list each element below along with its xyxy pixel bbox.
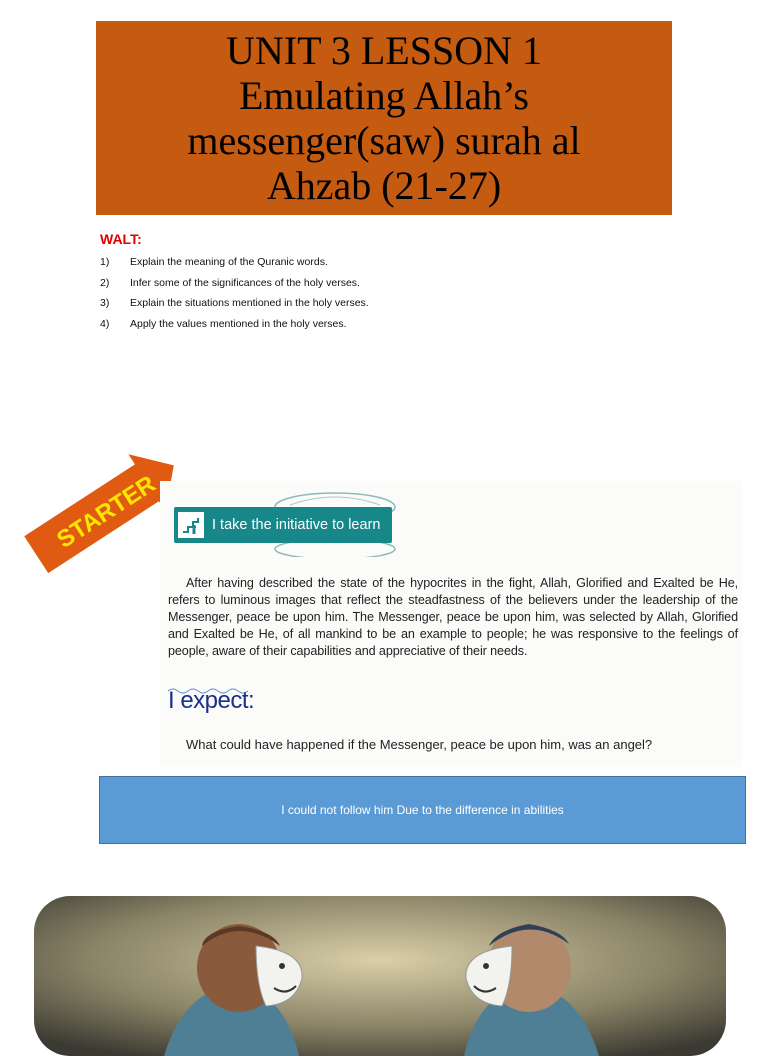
textbook-paragraph: After having described the state of the hypocrites in the fight, Allah, Glorified and Exalted be He, refers to luminous images that reflect the steadfastness of the believers under the leadership of the Messenger, peace be upon him. The Messenger, peace be upon him, was selected by Allah, Glorified and Exalted be He, of all mankind to be an example to people; he was responsive to the feelings of people, aware of their capabilities and appreciative of their needs. xyxy=(168,576,738,658)
answer-text: I could not follow him Due to the difference in abilities xyxy=(281,803,564,817)
banner-label: I take the initiative to learn xyxy=(212,517,381,533)
expect-heading: I expect: xyxy=(168,687,255,714)
stairs-icon xyxy=(178,512,204,538)
walt-item-number: 3) xyxy=(100,297,110,309)
title-line-2: Emulating Allah’s xyxy=(239,73,529,118)
walt-item-text: Explain the situations mentioned in the holy verses. xyxy=(130,297,369,309)
two-masked-men-image xyxy=(34,896,726,1056)
walt-item-text: Infer some of the significances of the holy verses. xyxy=(130,276,360,289)
walt-item-number: 4) xyxy=(100,317,110,330)
walt-item xyxy=(100,256,369,277)
answer-box xyxy=(99,776,746,844)
expect-question: What could have happened if the Messenger, peace be upon him, was an angel? xyxy=(186,737,653,752)
learn-banner xyxy=(174,507,392,543)
textbook-excerpt xyxy=(160,481,742,767)
walt-item-text: Apply the values mentioned in the holy verses. xyxy=(130,317,347,330)
walt-item xyxy=(100,277,369,298)
title-line-1: UNIT 3 LESSON 1 xyxy=(226,28,542,73)
lesson-title xyxy=(96,21,672,215)
walt-objectives-list xyxy=(100,256,369,338)
walt-item-number: 1) xyxy=(100,256,110,268)
starter-label: STARTER xyxy=(52,470,161,554)
walt-item xyxy=(100,318,369,339)
title-line-4: Ahzab (21-27) xyxy=(266,163,502,208)
title-line-3: messenger(saw) surah al xyxy=(187,118,581,163)
walt-heading: WALT: xyxy=(100,231,142,247)
walt-item-text: Explain the meaning of the Quranic words. xyxy=(130,256,328,268)
walt-item xyxy=(100,297,369,318)
walt-item-number: 2) xyxy=(100,276,110,289)
